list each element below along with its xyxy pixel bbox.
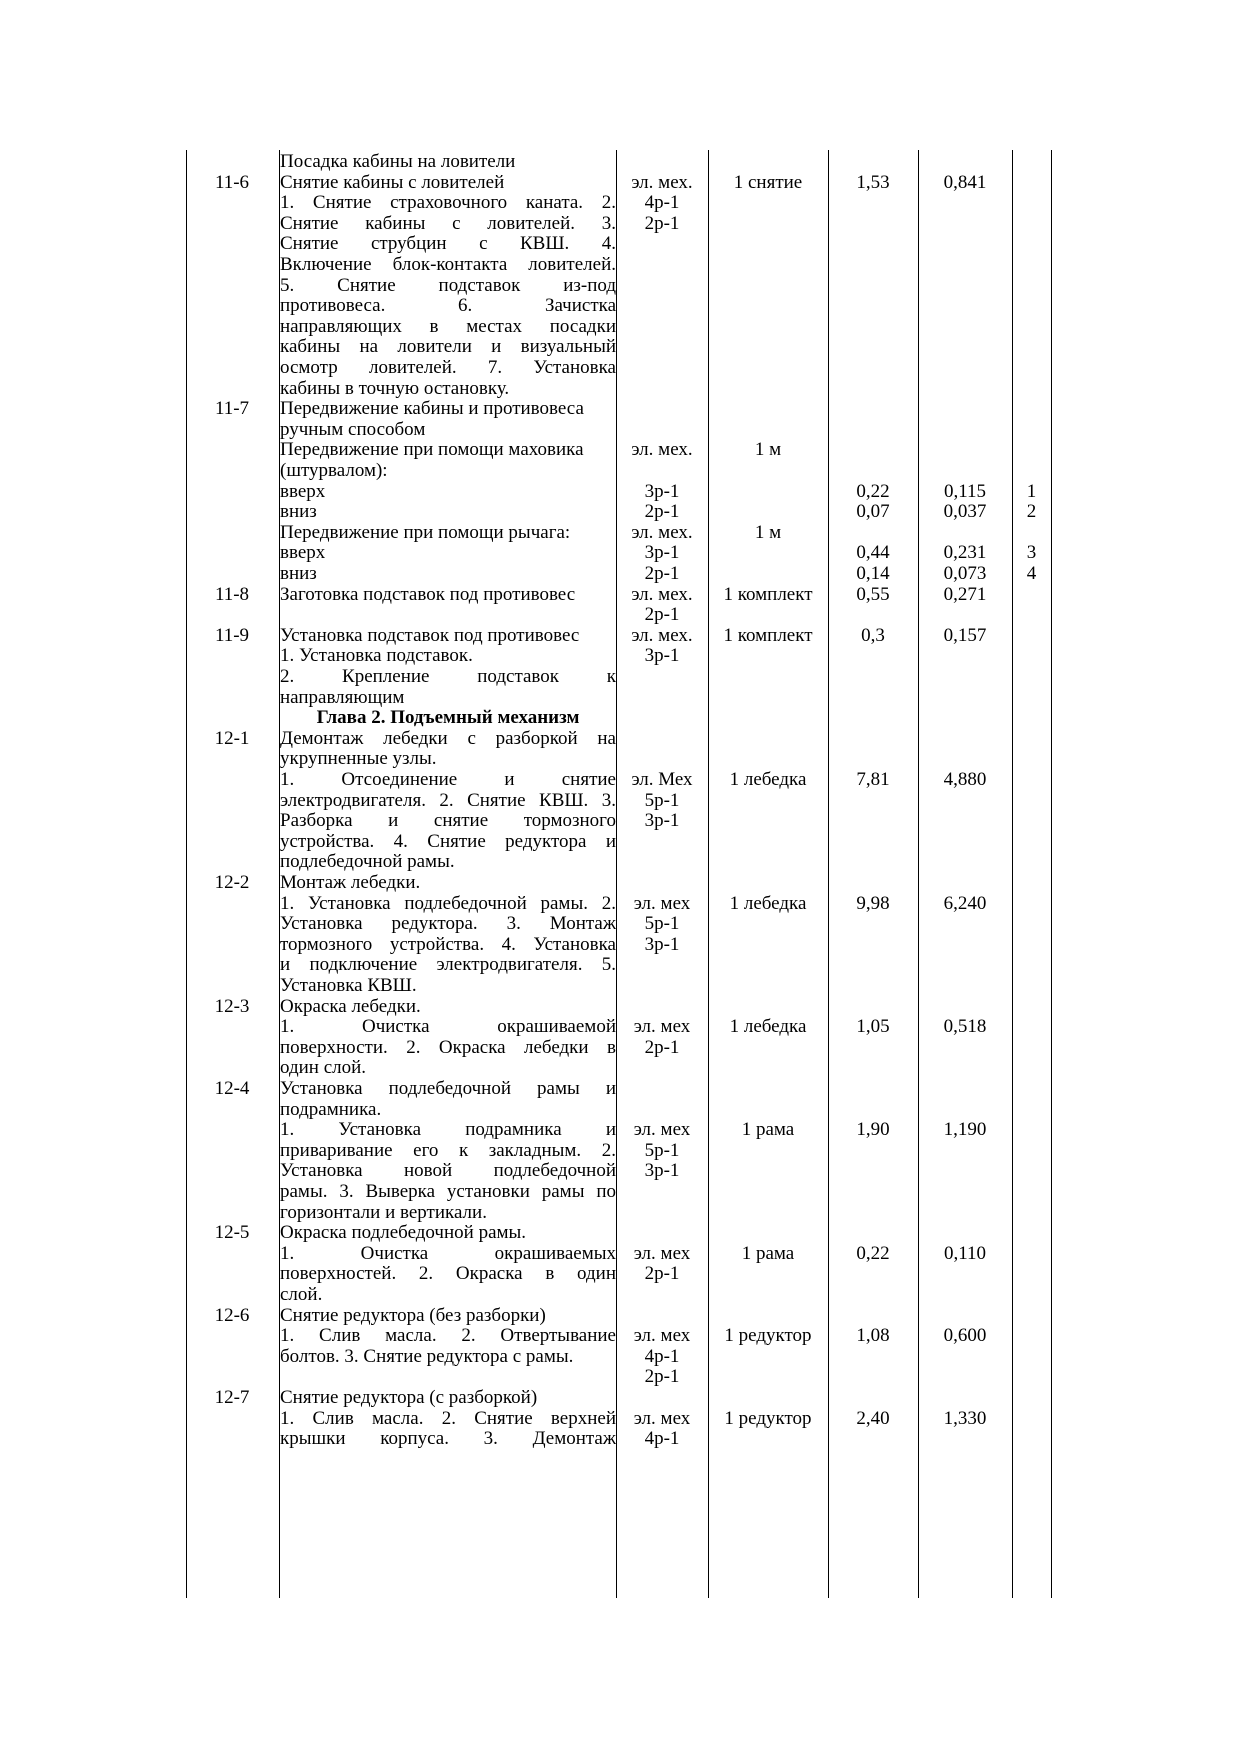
performer: 3р-1 [644,645,680,667]
performer: эл. мех [633,1016,691,1038]
work-description: электродвигателя. 2. Снятие КВШ. 3. [280,789,616,811]
table-row [186,480,1051,503]
table-row [186,500,1051,523]
table-row [186,1345,1051,1368]
table-row [186,1159,1051,1182]
table-row [186,665,1051,688]
work-description: Установка подлебедочной рамы и [280,1078,616,1099]
work-description: болтов. 3. Снятие редуктора с рамы. [280,1345,574,1367]
performer: 5р-1 [644,1139,680,1161]
work-description: Передвижение при помощи рычага: [280,521,571,543]
performer: эл. мех. [631,521,693,543]
table-row [186,315,1051,338]
measure-unit: 1 лебедка [729,892,807,914]
measure-unit: 1 снятие [733,171,803,193]
performer: эл. мех. [631,583,693,605]
table-row [186,459,1051,482]
performer: 3р-1 [644,542,680,564]
performer: 3р-1 [644,933,680,955]
table-row [186,397,1051,420]
norm-value: 1,53 [856,171,890,193]
norm-value-secondary: 0,231 [943,542,987,564]
measure-unit: 1 лебедка [729,769,807,790]
work-description: 1. Отсоединение и снятие [280,769,616,790]
norm-value-secondary: 0,157 [943,624,987,646]
norm-value: 0,22 [856,1242,890,1264]
work-description: Окраска лебедки. [280,995,421,1017]
table-row [186,1036,1051,1059]
table-row [186,706,1051,729]
work-description: 1. Очистка окрашиваемой [280,1016,616,1038]
table-row [186,1098,1051,1121]
work-description: (штурвалом): [280,460,388,481]
table-row [186,274,1051,297]
work-description: Включение блок-контакта ловителей. [280,254,616,275]
norm-value-secondary: 0,115 [943,480,987,502]
norm-value-secondary: 4,880 [943,769,987,790]
measure-unit: 1 комплект [723,583,813,605]
table-row [186,1365,1051,1388]
work-description: Глава 2. Подъемный механизм [316,707,580,729]
work-description: ручным способом [280,418,426,440]
performer: эл. мех [633,1325,691,1347]
work-description: Снятие редуктора (с разборкой) [280,1387,538,1408]
table-row [186,253,1051,276]
table-row [186,1427,1051,1450]
work-description: Снятие струбцин с КВШ. 4. [280,233,616,255]
item-number: 12-4 [214,1078,250,1099]
norm-value: 7,81 [856,769,890,790]
norm-value-secondary: 0,841 [943,171,987,193]
table-row [186,1221,1051,1244]
measure-unit: 1 рама [741,1242,795,1264]
table-row [186,335,1051,358]
table-row [186,356,1051,379]
work-description: Снятие кабины с ловителей [280,171,505,193]
item-number: 11-9 [214,624,250,646]
work-description: 1. Слив масла. 2. Отвертывание [280,1325,616,1347]
norm-value: 0,07 [856,501,890,523]
table-row [186,294,1051,317]
table-row [186,1056,1051,1079]
work-description: Демонтаж лебедки с разборкой на [280,727,616,749]
work-description: один слой. [280,1057,367,1079]
work-description: Установка КВШ. [280,975,417,996]
performer: эл. мех. [631,624,693,646]
norm-value-secondary: 0,110 [943,1242,987,1264]
work-description: устройства. 4. Снятие редуктора и [280,830,616,852]
norm-value: 2,40 [856,1407,890,1429]
item-number: 12-3 [214,995,250,1017]
table-row [186,871,1051,894]
measure-unit: 1 м [754,521,782,543]
work-description: крышки корпуса. 3. Демонтаж [280,1428,616,1450]
norm-value-secondary: 0,271 [943,583,987,605]
item-number: 11-8 [214,583,250,605]
item-number: 11-7 [214,398,250,420]
norm-value: 0,44 [856,542,890,564]
performer: эл. Мех [631,769,693,790]
norm-value-secondary: 0,600 [943,1325,987,1347]
norm-value: 0,55 [856,583,890,605]
norm-value: 0,3 [861,624,885,646]
norm-value-secondary: 6,240 [943,892,987,914]
norm-value: 0,22 [856,480,890,502]
performer: 3р-1 [644,480,680,502]
work-description: Заготовка подставок под противовес [280,583,576,605]
work-description: 1. Очистка окрашиваемых [280,1242,616,1264]
work-description: Окраска подлебедочной рамы. [280,1222,527,1244]
work-description: осмотр ловителей. 7. Установка [280,357,616,378]
performer: 4р-1 [644,192,680,214]
work-description: тормозного устройства. 4. Установка [280,933,616,955]
work-description: рамы. 3. Выверка установки рамы по [280,1181,616,1202]
table-row [186,603,1051,626]
work-description: поверхности. 2. Окраска лебедки в [280,1036,616,1058]
work-description: Установка редуктора. 3. Монтаж [280,913,616,935]
item-number: 12-2 [214,872,250,893]
work-description: 1. Установка подлебедочной рамы. 2. [280,892,616,914]
table-row [186,583,1051,606]
table-row [186,933,1051,956]
table-row [186,789,1051,812]
table-row [186,624,1051,647]
performer: 2р-1 [644,1263,680,1285]
table-row [186,747,1051,770]
table-row [186,1283,1051,1306]
work-description: и подключение электродвигателя. 5. [280,954,616,976]
work-description: вверх [280,480,326,502]
performer: 4р-1 [644,1345,680,1367]
work-description: 1. Слив масла. 2. Снятие верхней [280,1407,616,1429]
table-row [186,1180,1051,1203]
performer: 2р-1 [644,604,680,626]
measure-unit: 1 лебедка [729,1016,807,1038]
table-row [186,232,1051,255]
performer: 3р-1 [644,1160,680,1182]
table-row [186,171,1051,194]
table-row [186,995,1051,1018]
work-description: Посадка кабины на ловители [280,151,516,172]
work-description: кабины в точную остановку. [280,377,510,399]
work-description: приваривание его к закладным. 2. [280,1139,616,1161]
table-row [186,212,1051,235]
table-border-right [1051,150,1052,1598]
line-index: 2 [1026,501,1037,523]
work-description: вверх [280,542,326,564]
table-row [186,418,1051,441]
work-description: укрупненные узлы. [280,748,437,770]
work-description: вниз [280,563,317,584]
norm-value: 0,14 [856,563,890,584]
norm-value-secondary: 0,073 [943,563,987,584]
work-description: подрамника. [280,1098,382,1120]
line-index: 1 [1026,480,1037,502]
work-norms-table [186,150,1051,1598]
table-row [186,1201,1051,1224]
table-row [186,1118,1051,1141]
work-description: 2. Крепление подставок к [280,666,616,687]
table-row [186,830,1051,853]
work-description: Разборка и снятие тормозного [280,810,616,832]
work-description: 1. Установка подставок. [280,645,473,667]
performer: 3р-1 [644,810,680,832]
performer: 2р-1 [644,1036,680,1058]
table-row [186,521,1051,544]
norm-value-secondary: 0,518 [943,1016,987,1038]
table-row [186,1386,1051,1409]
item-number: 12-1 [214,727,250,749]
table-row [186,1324,1051,1347]
table-row [186,768,1051,791]
performer: 4р-1 [644,1428,680,1450]
item-number: 12-7 [214,1387,250,1408]
measure-unit: 1 рама [741,1119,795,1141]
table-row [186,191,1051,214]
item-number: 12-6 [214,1304,250,1326]
table-row [186,1407,1051,1430]
table-row [186,727,1051,750]
table-row [186,912,1051,935]
work-description: Установка подставок под противовес [280,624,580,646]
work-description: Установка новой подлебедочной [280,1160,616,1182]
norm-value: 1,05 [856,1016,890,1038]
work-description: направляющим [280,686,405,708]
work-description: поверхностей. 2. Окраска в один [280,1263,616,1285]
table-row [186,1242,1051,1265]
work-description: Передвижение кабины и противовеса [280,398,584,420]
table-row [186,562,1051,585]
measure-unit: 1 редуктор [724,1325,812,1347]
work-description: противовеса. 6. Зачистка [280,295,616,317]
performer: 2р-1 [644,1366,680,1388]
norm-value: 9,98 [856,892,890,914]
work-description: Снятие редуктора (без разборки) [280,1304,546,1326]
table-row [186,541,1051,564]
work-description: 1. Установка подрамника и [280,1119,616,1141]
table-row [186,377,1051,400]
norm-value: 1,90 [856,1119,890,1141]
work-description: 5. Снятие подставок из-под [280,274,616,296]
norm-value-secondary: 0,037 [943,501,987,523]
performer: эл. мех. [631,439,693,461]
work-description: кабины на ловители и визуальный [280,336,616,358]
work-description: направляющих в местах посадки [280,315,616,337]
measure-unit: 1 редуктор [724,1407,812,1429]
measure-unit: 1 комплект [723,624,813,646]
table-row [186,953,1051,976]
table-row [186,438,1051,461]
item-number: 12-5 [214,1222,250,1244]
performer: эл. мех. [631,171,693,193]
work-description: горизонтали и вертикали. [280,1201,487,1223]
table-row [186,1262,1051,1285]
table-row [186,686,1051,709]
performer: 5р-1 [644,789,680,811]
item-number: 11-6 [214,171,250,193]
performer: 2р-1 [644,563,680,584]
table-row [186,644,1051,667]
table-row [186,1304,1051,1327]
measure-unit: 1 м [754,439,782,461]
table-row [186,974,1051,997]
work-description: 1. Снятие страховочного каната. 2. [280,192,616,214]
table-row [186,892,1051,915]
table-row [186,850,1051,873]
work-description: вниз [280,501,317,523]
line-index: 3 [1026,542,1037,564]
work-description: Снятие кабины с ловителей. 3. [280,212,616,234]
performer: эл. мех [633,892,691,914]
performer: 2р-1 [644,212,680,234]
performer: 5р-1 [644,913,680,935]
work-description: слой. [280,1284,323,1305]
work-description: Монтаж лебедки. [280,872,421,893]
table-row [186,1139,1051,1162]
line-index: 4 [1026,563,1037,584]
table-row [186,809,1051,832]
table-row [186,1077,1051,1100]
table-row [186,150,1051,173]
norm-value-secondary: 1,330 [943,1407,987,1429]
norm-value-secondary: 1,190 [943,1119,987,1141]
table-row [186,1015,1051,1038]
work-description: Передвижение при помощи маховика [280,439,584,461]
work-description: подлебедочной рамы. [280,851,455,873]
performer: 2р-1 [644,501,680,523]
performer: эл. мех [633,1407,691,1429]
performer: эл. мех [633,1242,691,1264]
norm-value: 1,08 [856,1325,890,1347]
performer: эл. мех [633,1119,691,1141]
